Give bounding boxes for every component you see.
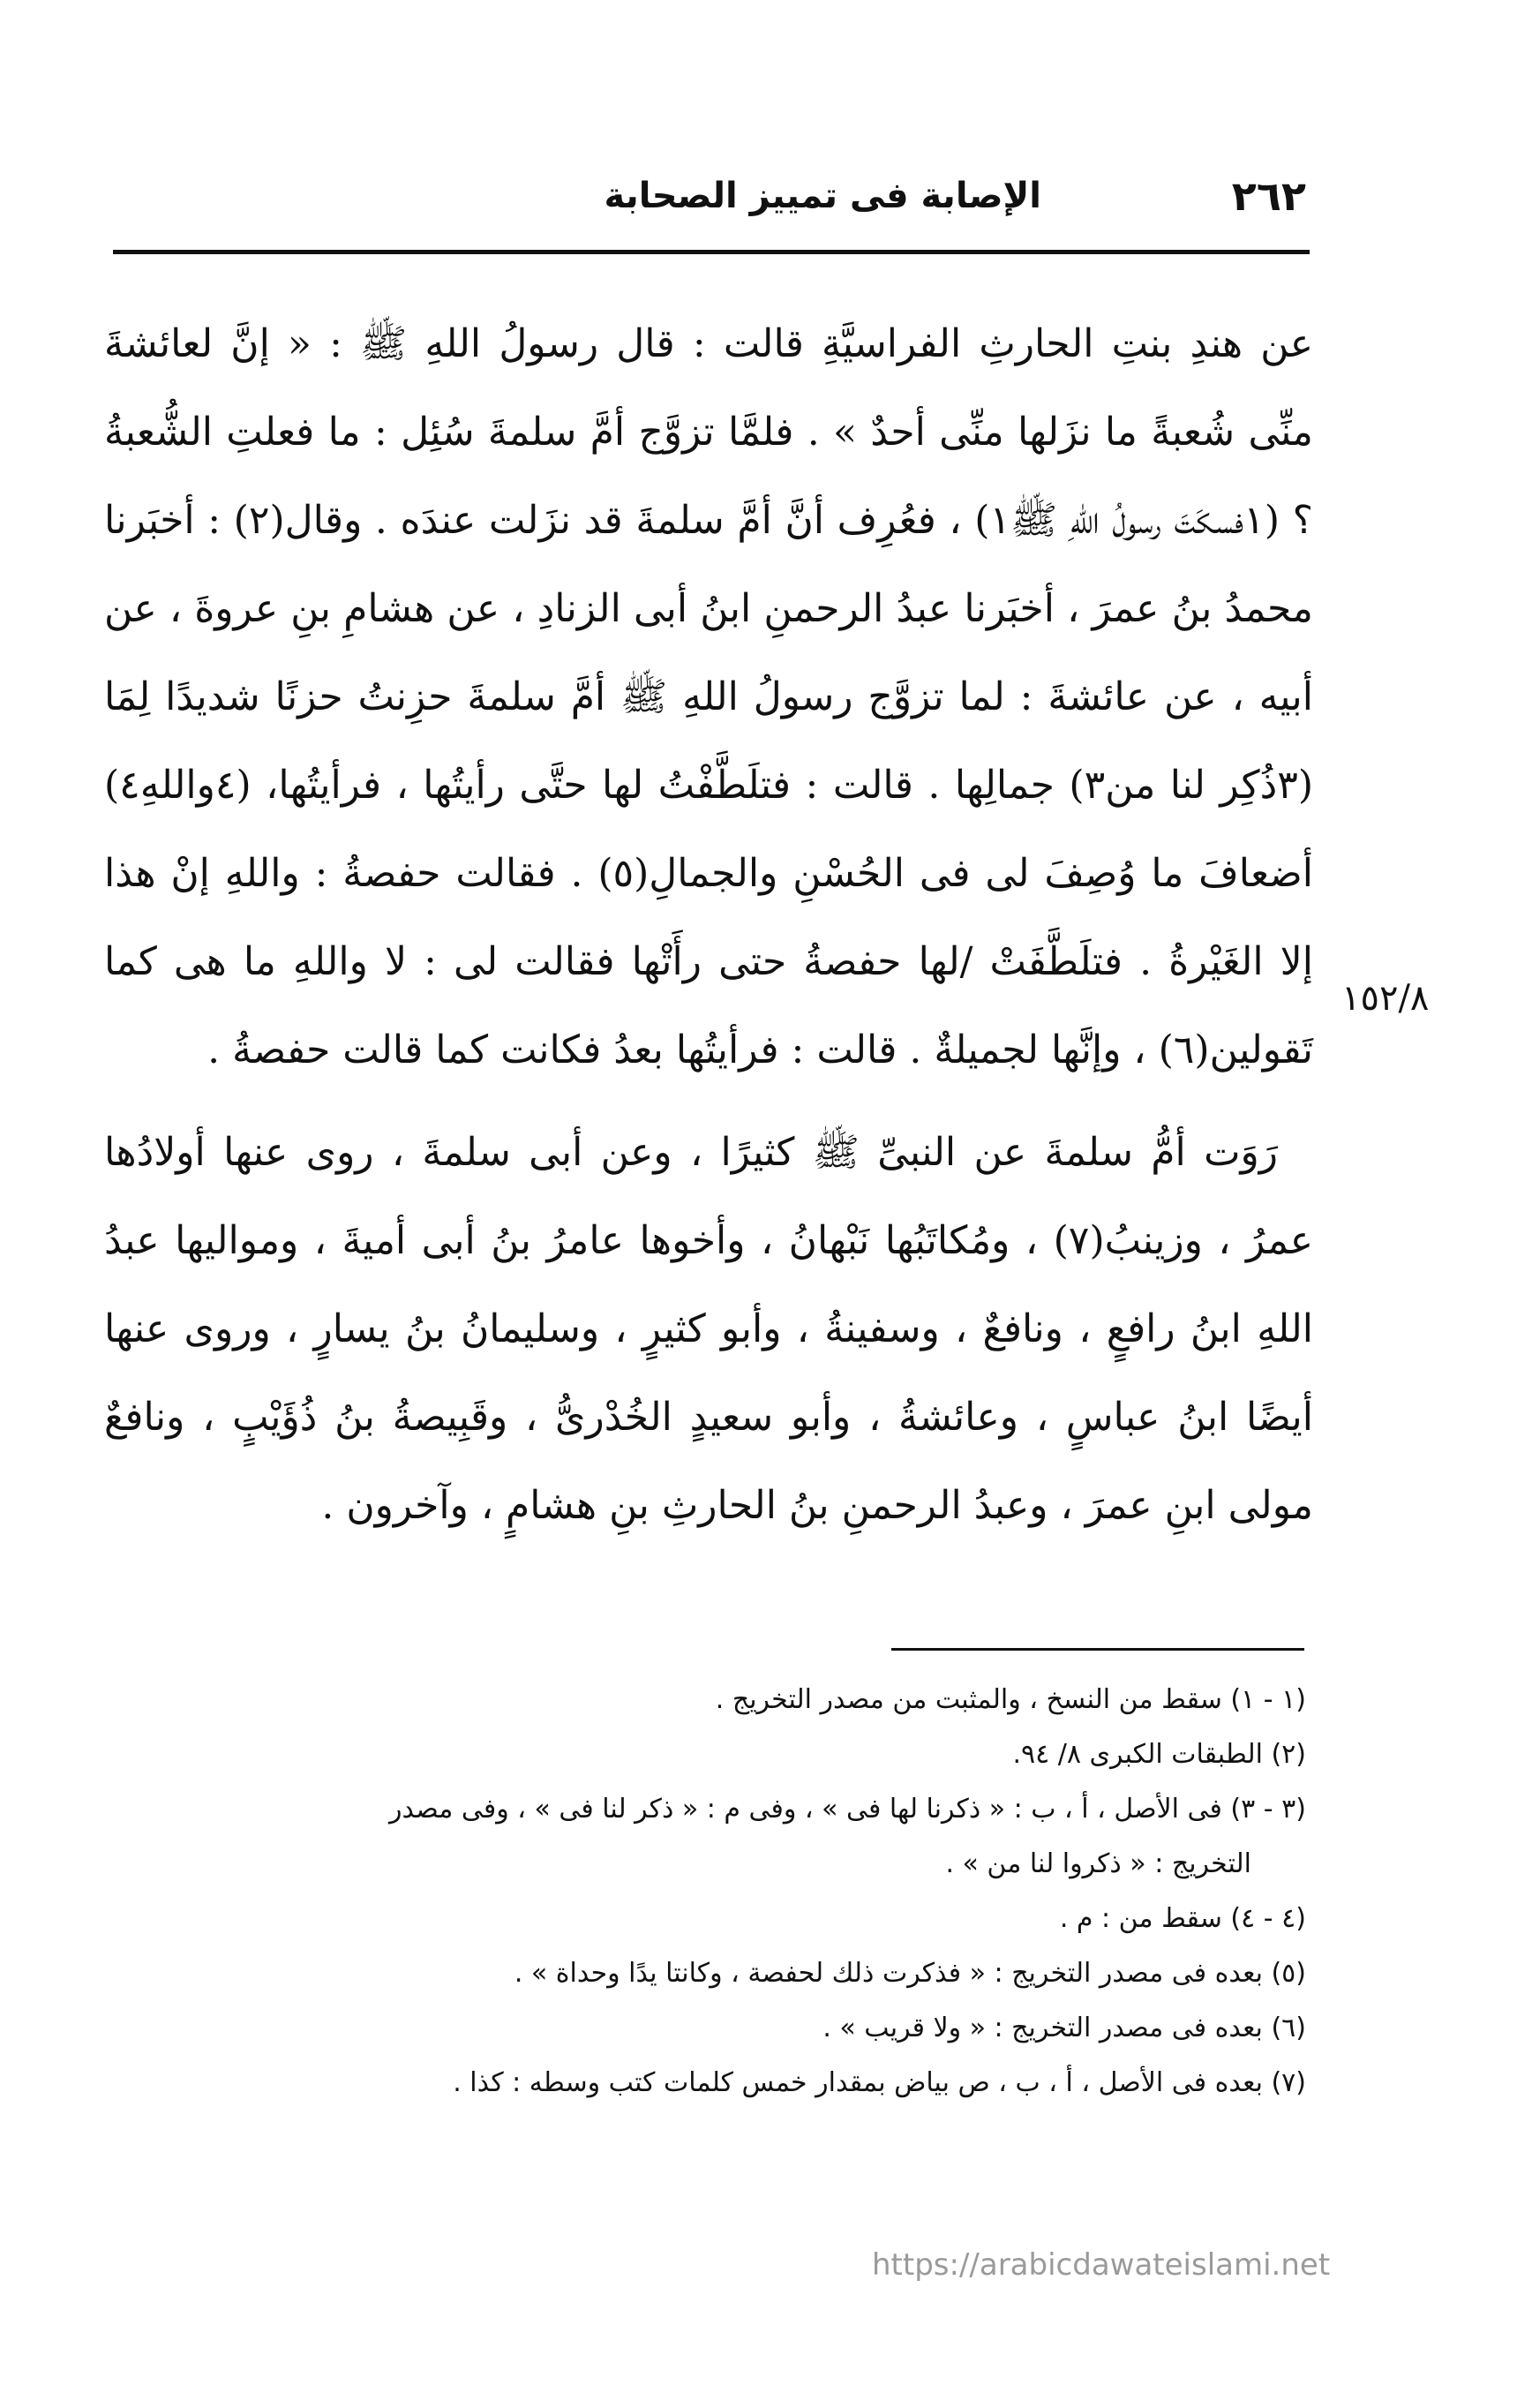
footnote-6: (٦) بعده فى مصدر التخريج : « ولا قريب » . — [822, 2013, 1306, 2043]
footnote-1: (١ - ١) سقط من النسخ ، والمثبت من مصدر التخريج . — [715, 1684, 1306, 1715]
footnote-3: (٣ - ٣) فى الأصل ، أ ، ب : « ذكرنا لها فى » ، وفى م : « ذكر لنا فى » ، وفى مصدر — [389, 1794, 1306, 1825]
footnote-4: (٤ - ٤) سقط من : م . — [1059, 1903, 1306, 1934]
footnote-3-continuation: التخريج : « ذكروا لنا من » . — [945, 1848, 1251, 1879]
page-number: ٢٦٢ — [1231, 172, 1306, 220]
footnote-5: (٥) بعده فى مصدر التخريج : « فذكرت ذلك لحفصة ، وكانتا يدًا وحداة » . — [514, 1958, 1306, 1989]
paragraph-1: عن هندِ بنتِ الحارثِ الفراسيَّةِ قالت : قال رسولُ اللهِ ﷺ : « إنَّ لعائشةَ منِّى شُعبةً ما نزَلها منِّى أحدٌ » . فلمَّا تزوَّج أمَّ سلمةَ سُئِل : ما فعلتِ الشُّعبةُ ؟ (١فسكَتَ رسولُ اللهِ ﷺ١) ، فعُرِف أنَّ أمَّ سلمةَ قد نزَلت عندَه . وقال(٢) : أخبَرنا محمدُ بنُ عمرَ ، أخبَرنا عبدُ الرحمنِ ابنُ أبى الزنادِ ، عن هشامِ بنِ عروةَ ، عن أبيه ، عن عائشةَ : لما تزوَّج رسولُ اللهِ ﷺ أمَّ سلمةَ حزِنتُ حزنًا شديدًا لِمَا (٣ذُكِر لنا من٣) جمالِها . قالت : فتلَطَّفْتُ لها حتَّى رأيتُها ، فرأيتُها، (٤واللهِ٤) أضعافَ ما وُصِفَ لى فى الحُسْنِ والجمالِ(٥) . فقالت حفصةُ : واللهِ إنْ هذا إلا الغَيْرةُ . فتلَطَّفَتْ /لها حفصةُ حتى رأَتْها فقالت لى : لا واللهِ ما هى كما تَقولين(٦) ، وإنَّها لجميلةٌ . قالت : فرأيتُها بعدُ فكانت كما قالت حفصةُ . — [104, 321, 1314, 1072]
page-header — [115, 163, 1306, 234]
footnote-2: (٢) الطبقات الكبرى ٨/ ٩٤. — [1012, 1739, 1306, 1770]
footnote-separator — [891, 1648, 1304, 1651]
main-text — [104, 300, 1313, 1550]
footnote-7: (٧) بعده فى الأصل ، أ ، ب ، ص بياض بمقدار خمس كلمات كتب وسطه : كذا . — [453, 2067, 1306, 2098]
running-title: الإصابة فى تمييز الصحابة — [604, 176, 1041, 216]
margin-page-reference: ١٥٢/٨ — [1341, 978, 1430, 1019]
watermark-url: https://arabicdawateislami.net — [872, 2247, 1331, 2283]
paragraph-2: رَوَت أمُّ سلمةَ عن النبىِّ ﷺ كثيرًا ، وعن أبى سلمةَ ، روى عنها أولادُها عمرُ ، وزينبُ(٧) ، ومُكاتَبُها نَبْهانُ ، وأخوها عامرُ بنُ أبى أميةَ ، ومواليها عبدُ اللهِ ابنُ رافعٍ ، ونافعٌ ، وسفينةُ ، وأبو كثيرٍ ، وسليمانُ بنُ يسارٍ ، وروى عنها أيضًا ابنُ عباسٍ ، وعائشةُ ، وأبو سعيدٍ الخُدْرىُّ ، وقَبِيصةُ بنُ ذُؤَيْبٍ ، ونافعٌ مولى ابنِ عمرَ ، وعبدُ الرحمنِ بنُ الحارثِ بنِ هشامٍ ، وآخرون . — [104, 1130, 1313, 1528]
footnotes — [106, 1673, 1306, 2111]
header-rule — [113, 250, 1310, 254]
